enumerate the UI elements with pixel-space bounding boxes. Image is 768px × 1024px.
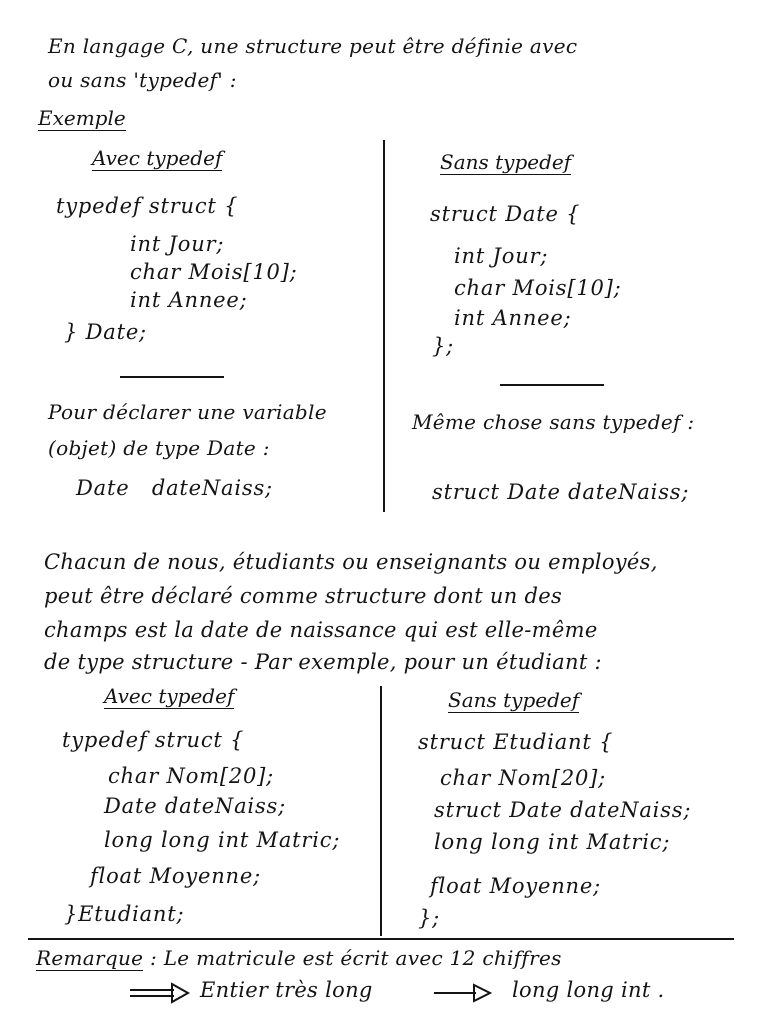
s1-right-separator: [500, 384, 604, 386]
s1-right-code-line: char Mois[10];: [454, 276, 622, 300]
s1-left-declare-text: (objet) de type Date :: [48, 436, 270, 460]
s1-left-declaration: Date dateNaiss;: [76, 476, 273, 500]
s2-right-code-line: char Nom[20];: [440, 766, 607, 790]
s2-right-code-line: struct Etudiant {: [418, 730, 614, 754]
s2-left-code-line: float Moyenne;: [90, 864, 261, 888]
intro-line-2: ou sans 'typedef' :: [48, 68, 237, 92]
remarque-line2-a: Entier très long: [200, 978, 373, 1002]
s1-right-code-line: struct Date {: [430, 202, 581, 226]
s1-left-code-line: } Date;: [64, 320, 147, 344]
s2-left-code-line: typedef struct {: [62, 728, 245, 752]
remarque-line2-b: long long int .: [512, 978, 665, 1002]
s2-left-code-line: }Etudiant;: [64, 902, 185, 926]
s2-left-code-line: char Nom[20];: [108, 764, 275, 788]
remarque-label: Remarque: [36, 946, 144, 970]
s2-left-heading: Avec typedef: [104, 684, 235, 708]
s1-right-declaration: struct Date dateNaiss;: [432, 480, 690, 504]
s2-left-code-line: Date dateNaiss;: [104, 794, 286, 818]
s1-right-code-line: int Annee;: [454, 306, 572, 330]
implies-arrow-icon: [128, 982, 190, 1004]
s1-left-code-line: char Mois[10];: [130, 260, 298, 284]
remarque-rule: [28, 938, 734, 940]
s1-left-code-line: int Annee;: [130, 288, 248, 312]
exemple-label: Exemple: [38, 106, 126, 130]
paragraph-line: de type structure - Par exemple, pour un étudiant :: [44, 650, 602, 674]
paragraph-line: Chacun de nous, étudiants ou enseignants ou employés,: [44, 550, 658, 574]
s1-left-declare-text: Pour déclarer une variable: [48, 400, 327, 424]
s2-right-heading: Sans typedef: [448, 688, 580, 712]
s1-left-heading: Avec typedef: [92, 146, 223, 170]
section2-divider: [380, 686, 382, 936]
paragraph-line: peut être déclaré comme structure dont un des: [44, 584, 563, 608]
s1-right-code-line: };: [432, 334, 455, 358]
s2-right-code-line: struct Date dateNaiss;: [434, 798, 692, 822]
arrow-right-icon: [432, 982, 492, 1004]
s1-right-code-line: int Jour;: [454, 244, 549, 268]
s1-right-declare-text: Même chose sans typedef :: [412, 410, 695, 434]
s2-right-code-line: float Moyenne;: [430, 874, 601, 898]
s1-right-heading: Sans typedef: [440, 150, 572, 174]
s2-right-code-line: };: [418, 906, 441, 930]
s1-left-code-line: int Jour;: [130, 232, 225, 256]
s1-left-code-line: typedef struct {: [56, 194, 239, 218]
remarque-text: : Le matricule est écrit avec 12 chiffres: [150, 946, 562, 970]
section1-divider: [383, 140, 385, 512]
s2-right-code-line: long long int Matric;: [434, 830, 671, 854]
s1-left-separator: [120, 376, 224, 378]
paragraph-line: champs est la date de naissance qui est elle-même: [44, 618, 598, 642]
intro-line-1: En langage C, une structure peut être définie avec: [48, 34, 578, 58]
s2-left-code-line: long long int Matric;: [104, 828, 341, 852]
